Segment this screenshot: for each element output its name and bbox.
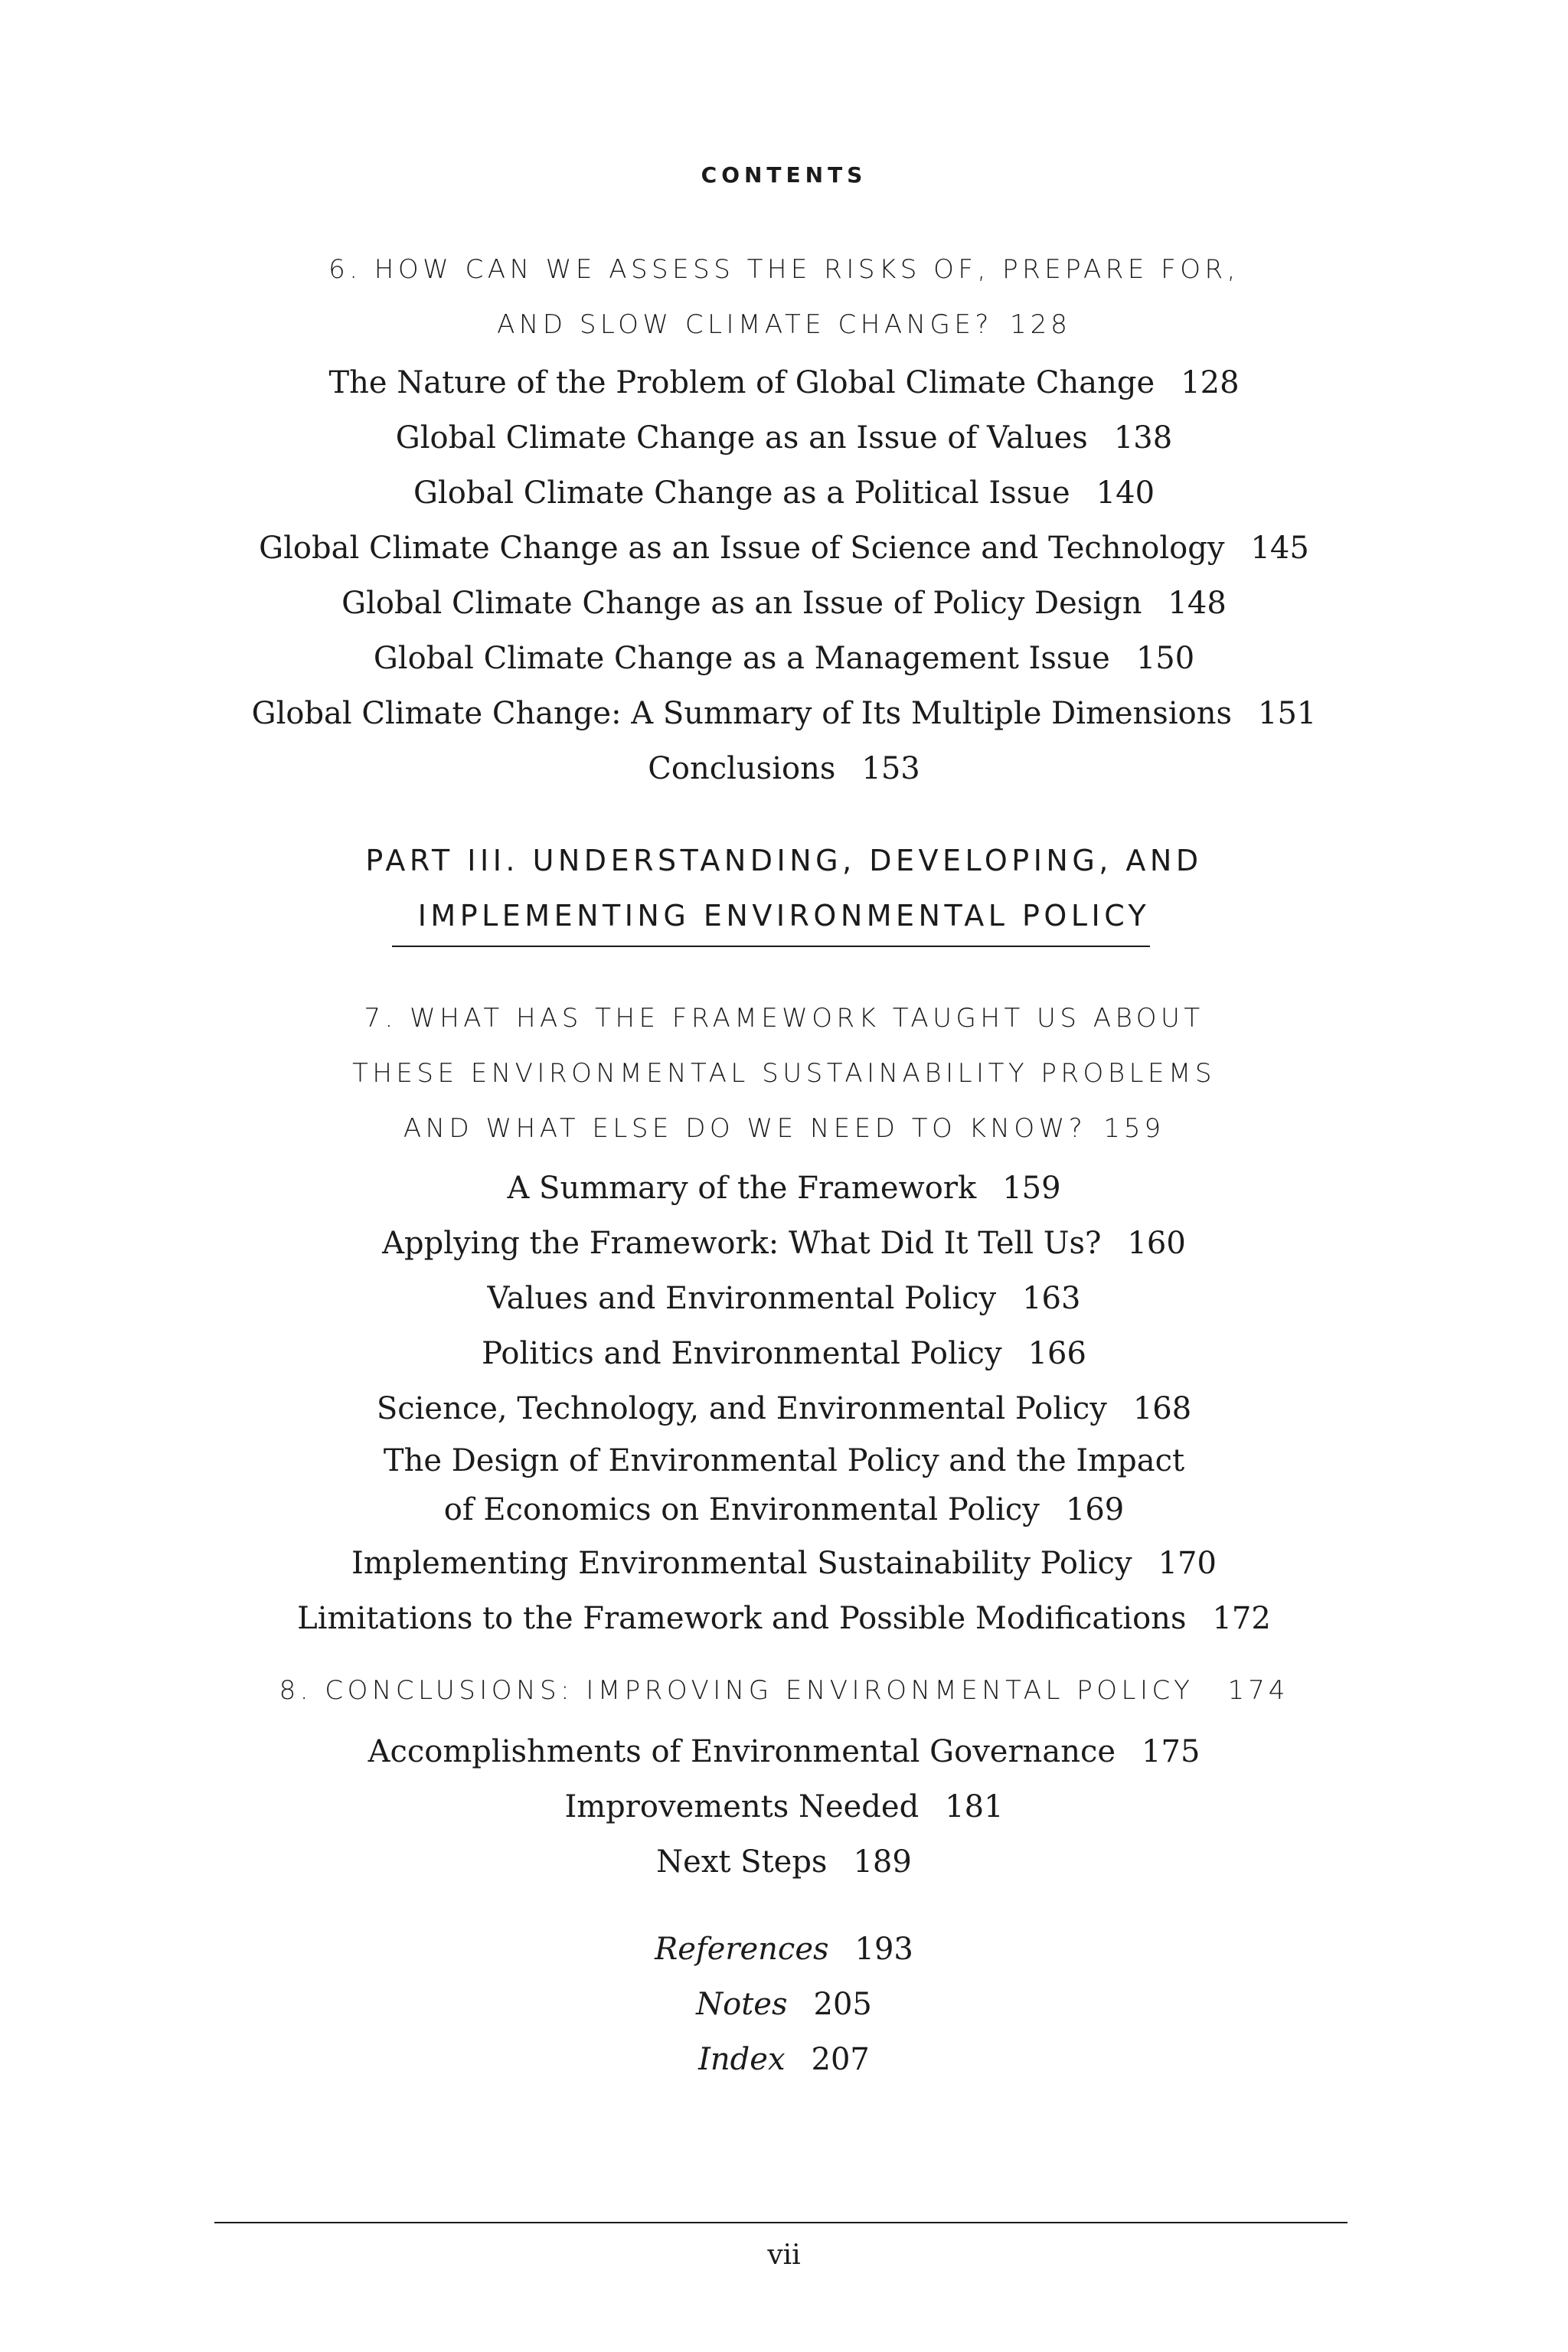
toc-entry (0, 1381, 1568, 1436)
page-number: vii (767, 2239, 801, 2271)
entry-page: 160 (1127, 1226, 1186, 1261)
toc-entry (0, 686, 1568, 741)
chapter-6-title-end: AND SLOW CLIMATE CHANGE? (497, 309, 993, 340)
toc-entry (0, 1724, 1568, 1779)
entry-title: of Economics on Environmental Policy (443, 1492, 1040, 1527)
chapter-6-heading-line-1: 6. HOW CAN WE ASSESS THE RISKS OF, PREPARE FOR, (328, 254, 1240, 285)
entry-page: 181 (945, 1789, 1004, 1824)
toc-entry-wrapped (0, 1436, 1568, 1536)
entry-title: Accomplishments of Environmental Governance (368, 1734, 1116, 1769)
entry-page: 140 (1096, 475, 1155, 511)
entry-title-line-1: The Design of Environmental Policy and the Impact (383, 1443, 1185, 1478)
part-3-heading-line-2: IMPLEMENTING ENVIRONMENTAL POLICY (417, 899, 1151, 933)
entry-page: 207 (811, 2042, 870, 2077)
entry-page: 205 (813, 1987, 872, 2022)
part-3-heading-line-1: PART III. UNDERSTANDING, DEVELOPING, AND (365, 844, 1203, 877)
part-3-divider (392, 946, 1150, 947)
chapter-7-heading-line-2: THESE ENVIRONMENTAL SUSTAINABILITY PROBLEMS (352, 1058, 1216, 1089)
entry-title: Index (698, 2042, 786, 2077)
chapter-8-heading-line (0, 1663, 1568, 1718)
entry-title: Implementing Environmental Sustainability Policy (351, 1546, 1132, 1581)
entry-title: Values and Environmental Policy (487, 1281, 997, 1316)
entry-title: The Nature of the Problem of Global Climate Change (328, 365, 1155, 400)
entry-page: 193 (854, 1932, 913, 1967)
chapter-7-page: 159 (1103, 1113, 1165, 1144)
entry-page: 170 (1158, 1546, 1217, 1581)
entry-title: Global Climate Change as a Management Issue (373, 641, 1110, 676)
entry-title: Global Climate Change as an Issue of Policy Design (341, 586, 1142, 621)
entry-page: 166 (1027, 1336, 1086, 1371)
chapter-8-page: 174 (1227, 1675, 1289, 1706)
entry-page: 128 (1181, 365, 1240, 400)
entry-title: Global Climate Change as an Issue of Science and Technology (259, 531, 1225, 566)
entry-page: 150 (1135, 641, 1195, 676)
toc-entry (0, 1779, 1568, 1834)
toc-entry (0, 1591, 1568, 1646)
backmatter-entry (0, 2032, 1568, 2087)
toc-entry (0, 1834, 1568, 1890)
chapter-8-heading (0, 1663, 1568, 1718)
entry-title: References (655, 1932, 829, 1967)
entry-title: Notes (696, 1987, 788, 2022)
entry-page: 153 (861, 751, 920, 786)
entry-page: 159 (1002, 1171, 1061, 1206)
backmatter-entry (0, 1977, 1568, 2032)
chapter-7-entries (0, 1161, 1568, 1646)
toc-entry (0, 355, 1568, 410)
toc-entry (0, 1271, 1568, 1326)
chapter-6-heading-line-2 (0, 297, 1568, 352)
backmatter-entry (0, 1922, 1568, 1977)
toc-entry (0, 576, 1568, 631)
toc-entry (0, 1326, 1568, 1381)
entry-title: Conclusions (648, 751, 836, 786)
footer-rule (214, 2222, 1348, 2223)
entry-page: 145 (1250, 531, 1309, 566)
chapter-6-entries (0, 355, 1568, 796)
entry-title: A Summary of the Framework (507, 1171, 977, 1206)
toc-entry (0, 410, 1568, 466)
entry-title: Applying the Framework: What Did It Tell Us? (382, 1226, 1102, 1261)
entry-page: 138 (1113, 420, 1173, 456)
chapter-6-heading (0, 242, 1568, 352)
running-header: CONTENTS (701, 162, 867, 188)
entry-page: 169 (1065, 1492, 1125, 1527)
chapter-7-title-end: AND WHAT ELSE DO WE NEED TO KNOW? (403, 1113, 1087, 1144)
entry-title: Global Climate Change as a Political Issue (413, 475, 1070, 511)
entry-page: 189 (853, 1844, 912, 1880)
entry-page: 151 (1258, 696, 1317, 731)
entry-title: Improvements Needed (564, 1789, 920, 1824)
toc-entry (0, 631, 1568, 686)
chapter-8-entries (0, 1724, 1568, 1890)
chapter-7-heading-line-1: 7. WHAT HAS THE FRAMEWORK TAUGHT US ABOUT (364, 1003, 1204, 1034)
entry-title-line-2 (0, 1485, 1568, 1534)
entry-title: Global Climate Change as an Issue of Values (395, 420, 1088, 456)
toc-entry (0, 1536, 1568, 1591)
entry-page: 168 (1132, 1391, 1192, 1426)
toc-entry (0, 1161, 1568, 1216)
entry-title: Global Climate Change: A Summary of Its Multiple Dimensions (251, 696, 1232, 731)
toc-entry (0, 466, 1568, 521)
entry-page: 172 (1212, 1601, 1271, 1636)
back-matter (0, 1922, 1568, 2087)
entry-page: 148 (1168, 586, 1227, 621)
toc-entry (0, 521, 1568, 576)
toc-entry (0, 1216, 1568, 1271)
part-3-heading (0, 833, 1568, 943)
entry-title: Next Steps (656, 1844, 828, 1880)
entry-page: 163 (1022, 1281, 1081, 1316)
entry-page: 175 (1142, 1734, 1200, 1769)
chapter-7-heading (0, 991, 1568, 1156)
toc-entry (0, 741, 1568, 796)
entry-title: Science, Technology, and Environmental Policy (376, 1391, 1107, 1426)
entry-title: Politics and Environmental Policy (482, 1336, 1002, 1371)
chapter-8-title: 8. CONCLUSIONS: IMPROVING ENVIRONMENTAL POLICY (279, 1675, 1194, 1706)
chapter-7-heading-line-3 (0, 1101, 1568, 1156)
entry-title: Limitations to the Framework and Possible Modifications (297, 1601, 1187, 1636)
chapter-6-page: 128 (1009, 309, 1071, 340)
